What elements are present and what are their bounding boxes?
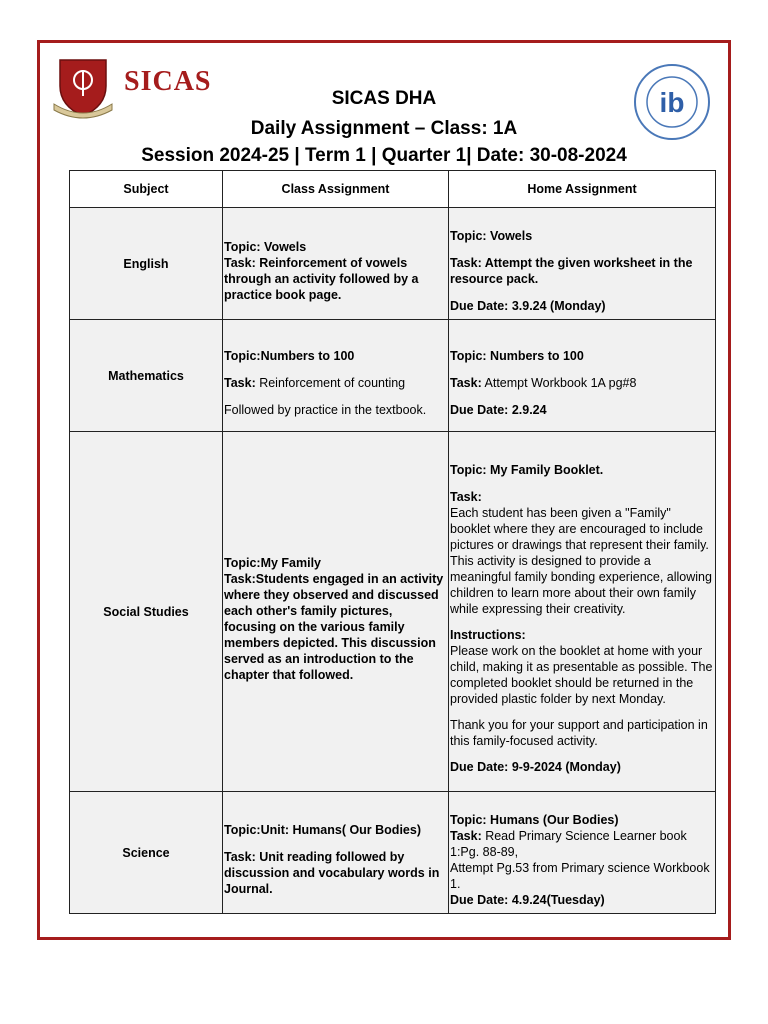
home-task-text: Each student has been given a "Family" booklet where they are encouraged to include pictures or drawings that represent their family. This activity is designed to provide a meaningful family bonding experience, allowing children to learn more about their own family while expressing their creativity. <box>450 506 712 616</box>
class-assignment-cell <box>223 320 449 432</box>
home-due-date: Due Date: 3.9.24 (Monday) <box>450 298 606 313</box>
class-task-text: Reinforcement of counting <box>255 375 406 390</box>
home-task <box>450 828 714 860</box>
class-assignment-cell <box>223 792 449 914</box>
class-topic: Topic:Unit: Humans( Our Bodies) <box>224 823 421 837</box>
home-due-date: Due Date: 4.9.24(Tuesday) <box>450 892 605 907</box>
school-name: SICAS DHA <box>331 88 437 109</box>
class-topic: Topic: Vowels <box>224 239 307 254</box>
class-topic: Topic:My Family <box>224 555 322 570</box>
class-task <box>224 375 446 391</box>
home-assignment-cell <box>449 432 716 792</box>
assignment-table <box>69 170 716 914</box>
class-task: Task:Students engaged in an activity where they observed and discussed each other's family pictures, focusing on the various family members depicted. This discussion served as an introduction to the chapter that followed. <box>224 571 444 682</box>
subject-cell: Mathematics <box>70 320 223 432</box>
class-assignment-cell <box>223 432 449 792</box>
home-task: Task: Attempt the given worksheet in the resource pack. <box>450 255 693 286</box>
home-task-label: Task: <box>450 375 482 390</box>
table-header-row <box>70 171 716 208</box>
class-task-label: Task: <box>224 375 256 390</box>
header-home-assignment: Home Assignment <box>449 171 716 208</box>
home-task-label: Task: <box>450 828 482 843</box>
table-row <box>70 320 716 432</box>
home-instructions-label: Instructions: <box>450 628 526 642</box>
table-row <box>70 792 716 914</box>
home-assignment-cell <box>449 792 716 914</box>
table-row <box>70 208 716 320</box>
home-topic: Topic: Vowels <box>450 228 533 243</box>
home-task-line2: Attempt Pg.53 from Primary science Workbook 1. <box>450 860 710 891</box>
home-topic: Topic: Numbers to 100 <box>450 348 584 363</box>
class-task: Task: Reinforcement of vowels through an activity followed by a practice book page. <box>224 255 419 302</box>
class-assignment-cell <box>223 208 449 320</box>
home-topic: Topic: Humans (Our Bodies) <box>450 812 619 827</box>
subject-cell: Social Studies <box>70 432 223 792</box>
home-task-text: Attempt Workbook 1A pg#8 <box>481 375 637 390</box>
session-line: Session 2024-25 | Term 1 | Quarter 1| Date: 30-08-2024 <box>141 145 627 166</box>
subject-cell: Science <box>70 792 223 914</box>
home-assignment-cell <box>449 208 716 320</box>
home-task-label: Task: <box>450 490 482 504</box>
home-assignment-cell <box>449 320 716 432</box>
home-task <box>450 375 714 391</box>
class-followup: Followed by practice in the textbook. <box>224 402 427 417</box>
home-thanks: Thank you for your support and participation in this family-focused activity. <box>450 718 708 748</box>
table-row <box>70 432 716 792</box>
page-title: Daily Assignment – Class: 1A <box>250 118 518 139</box>
home-due-date: Due Date: 9-9-2024 (Monday) <box>450 760 621 774</box>
subject-cell: English <box>70 208 223 320</box>
header-class-assignment: Class Assignment <box>223 171 449 208</box>
class-task: Task: Unit reading followed by discussion and vocabulary words in Journal. <box>224 850 440 896</box>
svg-text:ib: ib <box>659 87 685 118</box>
home-task-line1: Read Primary Science Learner book 1:Pg. 88-89, <box>450 828 687 859</box>
brand-name: SICAS <box>124 66 212 97</box>
home-due-date: Due Date: 2.9.24 <box>450 402 547 417</box>
header-subject: Subject <box>70 171 223 208</box>
home-topic: Topic: My Family Booklet. <box>450 463 604 477</box>
home-instructions-text: Please work on the booklet at home with your child, making it as presentable as possible. The completed booklet should be returned in the provided plastic folder by next Monday. <box>450 644 713 706</box>
class-topic: Topic:Numbers to 100 <box>224 348 355 363</box>
